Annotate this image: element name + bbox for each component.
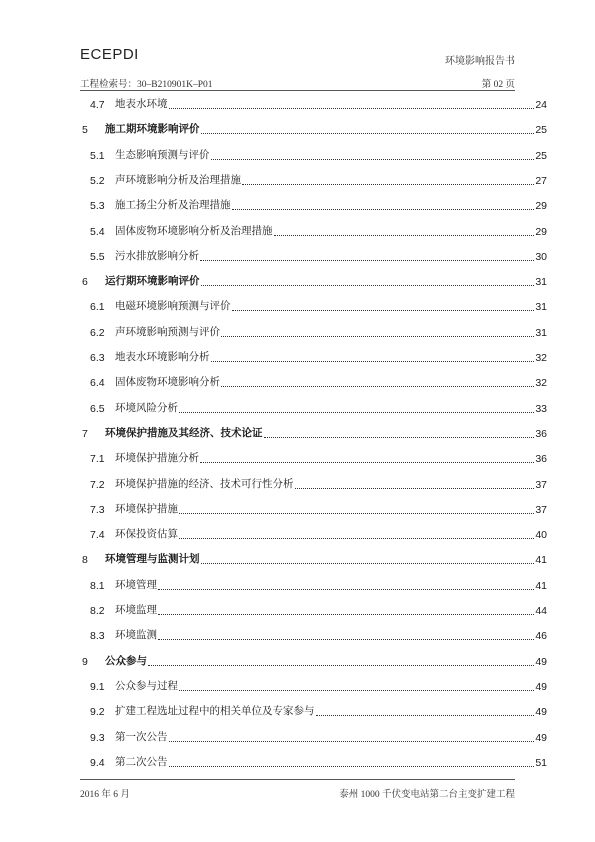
toc-entry-page: 49: [535, 655, 547, 668]
toc-entry-title: 环保投资估算: [115, 529, 178, 541]
toc-dot-leader: [179, 412, 534, 413]
toc-dot-leader: [242, 184, 534, 185]
toc-entry-number: 8.2: [90, 605, 105, 617]
toc-dot-leader: [264, 437, 535, 438]
toc-entry-number: 5.5: [90, 250, 105, 263]
toc-dot-leader: [274, 235, 535, 236]
toc-dot-leader: [316, 715, 535, 716]
page-number: 第 02 页: [481, 80, 515, 90]
toc-dot-leader: [158, 589, 534, 590]
toc-entry-page: 30: [535, 250, 547, 263]
toc-entry-page: 49: [535, 731, 547, 744]
toc-dot-leader: [179, 538, 534, 539]
toc-entry-title: 环境保护措施及其经济、技术论证: [105, 427, 263, 439]
toc-dot-leader: [201, 563, 535, 564]
toc-entry-number: 9.2: [90, 706, 105, 719]
toc-dot-leader: [232, 310, 535, 311]
toc-dot-leader: [169, 108, 535, 109]
toc-entry-number: 7.1: [90, 453, 105, 466]
toc-entry-page: 27: [535, 174, 547, 187]
toc-dot-leader: [221, 336, 534, 337]
toc-dot-leader: [200, 462, 534, 463]
toc-dot-leader: [211, 361, 535, 362]
toc-entry-number: 7.4: [90, 529, 105, 542]
toc-entry-page: 41: [535, 554, 547, 567]
toc-entry-title: 扩建工程选址过程中的相关单位及专家参与: [115, 706, 315, 718]
toc-entry-number: 5.2: [90, 174, 105, 187]
toc-entry-number: 7: [82, 427, 88, 440]
toc-section-entry[interactable]: [80, 627, 547, 643]
toc-entry-title: 施工期环境影响评价: [105, 124, 200, 136]
toc-dot-leader: [169, 766, 535, 767]
toc-entry-page: 31: [535, 276, 547, 289]
toc-entry-number: 6.5: [90, 402, 105, 415]
toc-section-entry[interactable]: [80, 678, 547, 694]
toc-section-entry[interactable]: [80, 96, 547, 112]
toc-entry-page: 32: [535, 352, 547, 364]
toc-entry-title: 地表水环境: [115, 99, 168, 110]
toc-entry-page: 25: [535, 149, 547, 162]
toc-entry-title: 第二次公告: [115, 756, 168, 768]
toc-dot-leader: [211, 159, 535, 160]
toc-entry-page: 37: [535, 478, 547, 491]
toc-entry-title: 环境监理: [115, 605, 157, 616]
toc-entry-number: 7.3: [90, 503, 105, 516]
toc-entry-page: 31: [535, 301, 547, 314]
toc-section-entry[interactable]: [80, 248, 547, 264]
toc-entry-page: 44: [535, 605, 547, 617]
toc-section-entry[interactable]: [80, 374, 547, 390]
toc-section-entry[interactable]: [80, 450, 547, 466]
toc-section-entry[interactable]: [80, 223, 547, 239]
toc-section-entry[interactable]: [80, 577, 547, 593]
toc-entry-page: 51: [535, 756, 547, 769]
toc-entry-title: 地表水环境影响分析: [115, 352, 210, 363]
toc-dot-leader: [148, 665, 534, 666]
toc-entry-number: 9: [82, 655, 88, 668]
toc-dot-leader: [295, 488, 535, 489]
toc-section-entry[interactable]: [80, 147, 547, 163]
toc-entry-page: 36: [535, 427, 547, 440]
toc-entry-title: 电磁环境影响预测与评价: [115, 301, 231, 313]
toc-section-entry[interactable]: [80, 602, 547, 618]
toc-entry-number: 6: [82, 276, 88, 289]
toc-entry-page: 49: [535, 706, 547, 719]
toc-entry-number: 9.1: [90, 680, 105, 693]
toc-chapter-entry[interactable]: [80, 273, 547, 289]
toc-entry-page: 29: [535, 200, 547, 213]
toc-entry-number: 9.3: [90, 731, 105, 744]
toc-section-entry[interactable]: [80, 349, 547, 365]
toc-entry-page: 33: [535, 402, 547, 415]
toc-entry-title: 环境保护措施分析: [115, 453, 199, 465]
toc-entry-title: 运行期环境影响评价: [105, 276, 200, 288]
toc-entry-number: 6.4: [90, 377, 105, 390]
toc-dot-leader: [158, 639, 534, 640]
toc-entry-title: 第一次公告: [115, 731, 168, 743]
toc-entry-title: 环境保护措施的经济、技术可行性分析: [115, 478, 294, 490]
toc-entry-page: 24: [535, 99, 547, 111]
toc-entry-number: 8.1: [90, 579, 105, 592]
toc-section-entry[interactable]: [80, 754, 547, 770]
toc-dot-leader: [201, 285, 535, 286]
toc-section-entry[interactable]: [80, 400, 547, 416]
toc-chapter-entry[interactable]: [80, 121, 547, 137]
toc-entry-number: 5.4: [90, 225, 105, 238]
toc-entry-title: 环境管理与监测计划: [105, 554, 200, 566]
company-logo: ECEPDI: [80, 46, 139, 63]
toc-section-entry[interactable]: [80, 197, 547, 213]
toc-entry-page: 32: [535, 377, 547, 390]
toc-dot-leader: [179, 513, 534, 514]
toc-entry-page: 31: [535, 326, 547, 339]
toc-section-entry[interactable]: [80, 526, 547, 542]
toc-entry-page: 46: [535, 630, 547, 643]
toc-entry-number: 8.3: [90, 630, 105, 643]
toc-entry-number: 5.3: [90, 200, 105, 213]
footer-date: 2016 年 6 月: [80, 790, 130, 800]
toc-entry-title: 环境风险分析: [115, 402, 178, 414]
toc-dot-leader: [232, 209, 535, 210]
toc-entry-title: 固体废物环境影响分析: [115, 377, 220, 389]
toc-entry-number: 6.3: [90, 352, 105, 364]
toc-entry-number: 7.2: [90, 478, 105, 491]
toc-dot-leader: [179, 690, 534, 691]
toc-entry-title: 污水排放影响分析: [115, 250, 199, 262]
toc-entry-title: 公众参与: [105, 655, 147, 667]
toc-dot-leader: [169, 741, 535, 742]
toc-entry-title: 环境监测: [115, 630, 157, 642]
toc-entry-page: 29: [535, 225, 547, 238]
toc-entry-page: 25: [535, 124, 547, 137]
toc-entry-title: 声环境影响分析及治理措施: [115, 174, 241, 186]
toc-entry-page: 49: [535, 680, 547, 693]
toc-section-entry[interactable]: [80, 501, 547, 517]
toc-entry-title: 环境保护措施: [115, 503, 178, 515]
toc-entry-number: 4.7: [90, 99, 105, 111]
toc-chapter-entry[interactable]: [80, 425, 547, 441]
toc-dot-leader: [200, 260, 534, 261]
footer-project-name: 泰州 1000 千伏变电站第二台主变扩建工程: [339, 790, 515, 800]
toc-entry-number: 6.1: [90, 301, 105, 314]
toc-entry-title: 环境管理: [115, 579, 157, 591]
toc-entry-title: 公众参与过程: [115, 680, 178, 692]
toc-section-entry[interactable]: [80, 703, 547, 719]
document-type: 环境影响报告书: [445, 56, 515, 67]
toc-entry-page: 37: [535, 503, 547, 516]
toc-entry-page: 40: [535, 529, 547, 542]
toc-section-entry[interactable]: [80, 298, 547, 314]
footer-divider: [80, 779, 515, 780]
toc-chapter-entry[interactable]: [80, 653, 547, 669]
project-index-number: 工程检索号：30–B210901K–P01: [80, 80, 213, 90]
toc-entry-number: 5: [82, 124, 88, 137]
toc-entry-number: 9.4: [90, 756, 105, 769]
header-divider: [80, 90, 515, 91]
toc-entry-title: 生态影响预测与评价: [115, 149, 210, 161]
toc-entry-number: 5.1: [90, 149, 105, 162]
toc-chapter-entry[interactable]: [80, 551, 547, 567]
toc-dot-leader: [201, 133, 535, 134]
toc-entry-page: 36: [535, 453, 547, 466]
toc-entry-number: 6.2: [90, 326, 105, 339]
toc-entry-page: 41: [535, 579, 547, 592]
toc-entry-title: 声环境影响预测与评价: [115, 326, 220, 338]
toc-dot-leader: [221, 386, 534, 387]
toc-dot-leader: [158, 614, 534, 615]
toc-entry-title: 施工扬尘分析及治理措施: [115, 200, 231, 212]
toc-section-entry[interactable]: [80, 476, 547, 492]
toc-section-entry[interactable]: [80, 172, 547, 188]
toc-section-entry[interactable]: [80, 729, 547, 745]
toc-entry-title: 固体废物环境影响分析及治理措施: [115, 225, 273, 237]
toc-section-entry[interactable]: [80, 324, 547, 340]
toc-entry-number: 8: [82, 554, 88, 567]
